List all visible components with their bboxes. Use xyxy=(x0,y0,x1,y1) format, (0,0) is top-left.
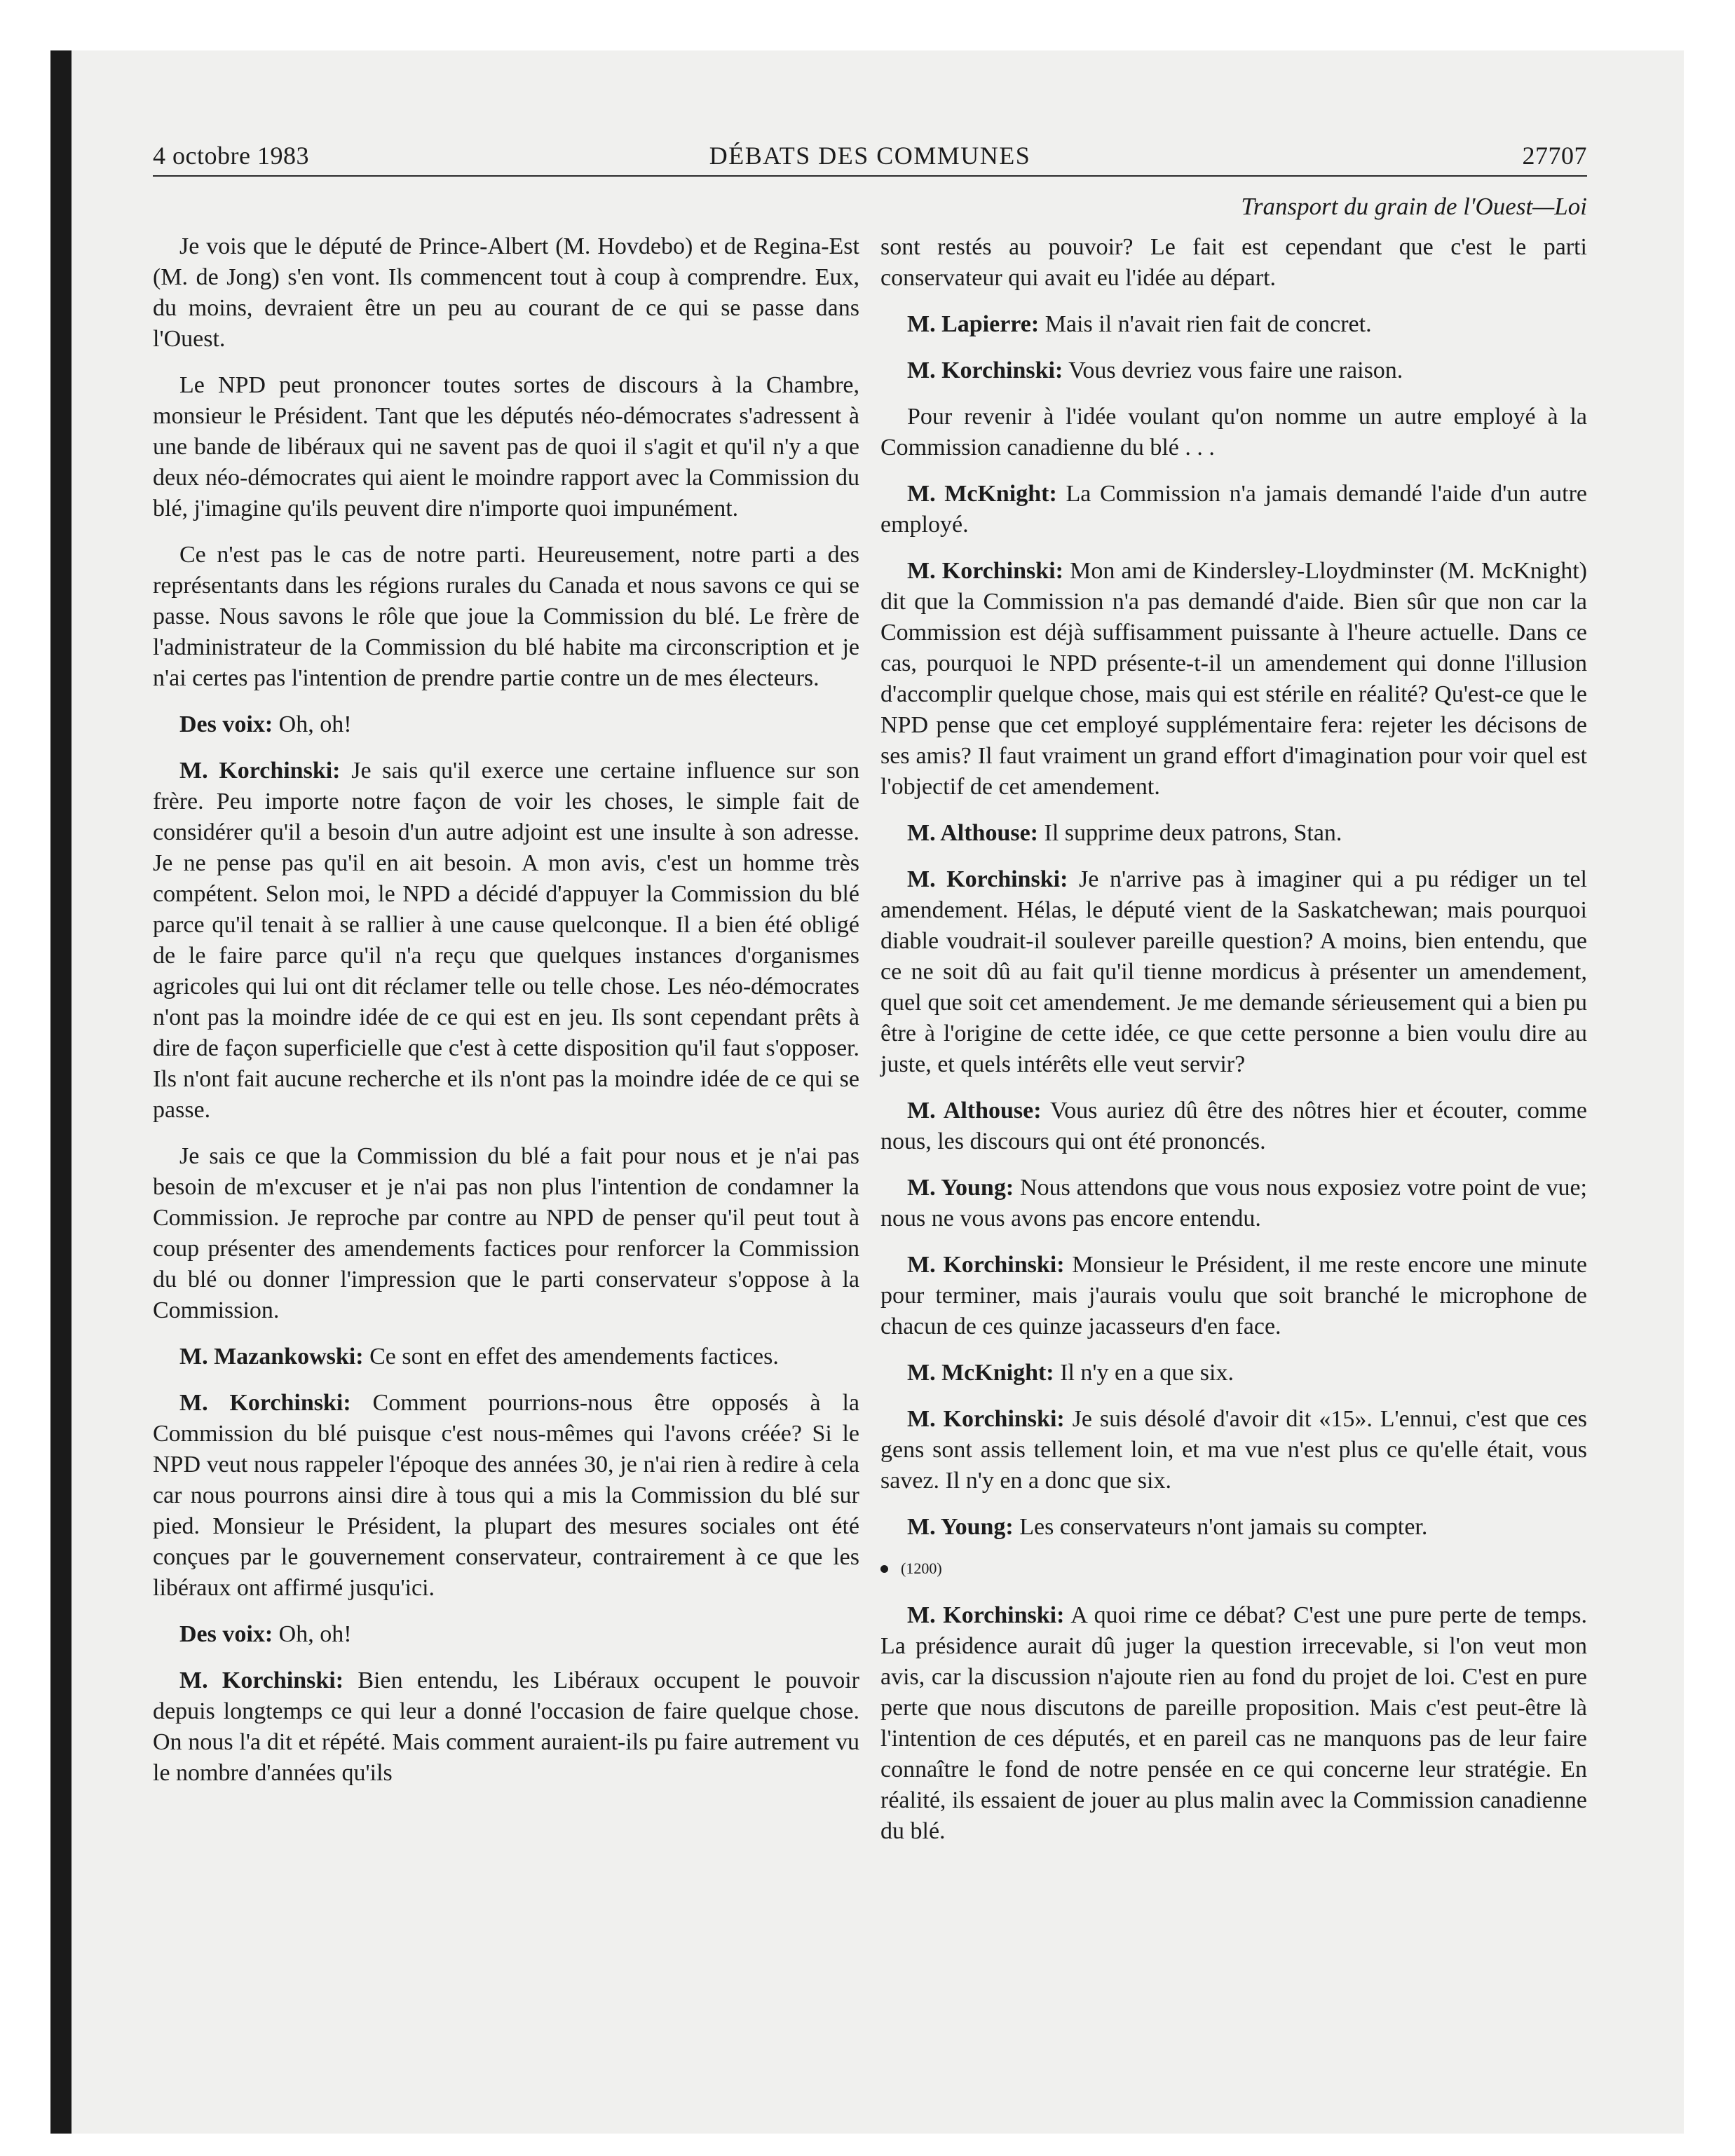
paragraph-text: La Commission n'a jamais demandé l'aide d'un autre employé. xyxy=(880,481,1588,538)
paragraph xyxy=(153,1665,859,1789)
paragraph-text: Les conservateurs n'ont jamais su compter. xyxy=(1019,1514,1428,1540)
paragraph-text: Mon ami de Kindersley-Lloydminster (M. McKnight) dit que la Commission n'a pas demandé d'aide. Bien sûr que non car la Commission est déjà suffisamment puissante à l'heure actuelle. Dans ce cas, pourquoi le NPD présente-t-il un amendement qui donne l'illusion d'accomplir quelque chose, mais qui est stérile en réalité? Qu'est-ce que le NPD pense que cet employé supplémentaire fera: rejeter les décisons de ses amis? Il faut vraiment un grand effort d'imagination pour voir quel est l'objectif de cet amendement. xyxy=(880,558,1588,800)
speaker-name: M. Korchinski: xyxy=(907,1252,1065,1278)
paragraph-text: Bien entendu, les Libéraux occupent le pouvoir depuis longtemps ce qui leur a donné l'occasion de faire quelque chose. On nous l'a dit et répété. Mais comment auraient-ils pu faire autrement vu le nombre d'années qu'ils xyxy=(153,1667,859,1786)
paragraph xyxy=(880,479,1587,540)
paragraph-text: Vous devriez vous faire une raison. xyxy=(1068,357,1403,383)
paragraph-text: Il n'y en a que six. xyxy=(1060,1360,1234,1386)
paragraph xyxy=(153,1342,859,1372)
paragraph xyxy=(153,540,859,694)
speaker-name: M. Korchinski: xyxy=(179,1667,344,1693)
paragraph xyxy=(153,370,859,524)
paragraph xyxy=(153,1388,859,1604)
speaker-name: M. Young: xyxy=(907,1175,1014,1201)
right-column xyxy=(880,232,1587,1862)
speaker-name: Des voix: xyxy=(179,1621,273,1647)
speaker-name: M. Korchinski: xyxy=(907,558,1063,584)
left-column xyxy=(153,231,859,1804)
paragraph xyxy=(880,309,1587,340)
paragraph xyxy=(880,1600,1587,1847)
header-date: 4 octobre 1983 xyxy=(153,142,309,170)
scan-margin-left xyxy=(0,0,50,2156)
speaker-name: M. Korchinski: xyxy=(907,357,1063,383)
scan-binding-edge xyxy=(50,50,72,2134)
scan-margin-bottom xyxy=(50,2134,1684,2156)
running-header xyxy=(153,139,1587,172)
speaker-name: Des voix: xyxy=(179,711,273,737)
scan-margin-top xyxy=(50,0,1684,50)
paragraph-text: Vous auriez dû être des nôtres hier et écouter, comme nous, les discours qui ont été prononcés. xyxy=(880,1098,1587,1154)
paragraph-text: Mais il n'avait rien fait de concret. xyxy=(1045,311,1372,337)
paragraph-text: Ce sont en effet des amendements factices. xyxy=(369,1344,779,1370)
paragraph xyxy=(153,709,859,740)
paragraph-text: Je vois que le député de Prince-Albert (M. Hovdebo) et de Regina-Est (M. de Jong) s'en vont. Ils commencent tout à coup à comprendre. Eux, du moins, devraient être un peu au courant de ce qui se passe dans l'Ouest. xyxy=(153,233,859,352)
header-publication: DÉBATS DES COMMUNES xyxy=(709,142,1031,170)
header-rule xyxy=(153,175,1587,177)
paragraph-text: Monsieur le Président, il me reste encore une minute pour terminer, mais j'aurais voulu que soit branché le microphone de chacun de ces quinze jacasseurs d'en face. xyxy=(880,1252,1588,1339)
paragraph xyxy=(880,402,1587,463)
paragraph-text: Comment pourrions-nous être opposés à la Commission du blé puisque c'est nous-mêmes qui l'avons créée? Si le NPD veut nous rappeler l'époque des années 30, je n'ai rien à redire à cela car nous pourrons ainsi dire à tous qui a mis la Commission du blé sur pied. Monsieur le Président, la plupart des mesures sociales ont été conçues par le gouvernement conservateur, contrairement à ce que les libéraux ont affirmé jusqu'ici. xyxy=(153,1390,859,1601)
paragraph xyxy=(153,231,859,355)
paragraph xyxy=(880,232,1587,294)
paragraph-text: Il supprime deux patrons, Stan. xyxy=(1044,820,1342,846)
speaker-name: M. Althouse: xyxy=(907,1098,1042,1124)
paragraph-text: Oh, oh! xyxy=(278,1621,352,1647)
paragraph xyxy=(880,818,1587,849)
speaker-name: M. Korchinski: xyxy=(179,1390,351,1416)
paragraph xyxy=(880,556,1587,803)
paragraph-text: sont restés au pouvoir? Le fait est cependant que c'est le parti conservateur qui avait eu l'idée au départ. xyxy=(880,234,1587,291)
speaker-name: M. Korchinski: xyxy=(907,1406,1065,1432)
speaker-name: M. Young: xyxy=(907,1514,1014,1540)
speaker-name: M. Korchinski: xyxy=(179,758,341,784)
paragraph-text: A quoi rime ce débat? C'est une pure perte de temps. La présidence aurait dû juger la question irrecevable, si l'on veut mon avis, car la discussion n'ajoute rien au fond du projet de loi. C'est en pure perte que nous discutons de pareille proposition. Mais c'est peut-être là l'intention de ces députés, et en pareil cas ne manquons pas de leur faire connaître le fond de notre pensée en ce qui concerne leur stratégie. En réalité, ils essaient de jouer au plus malin avec la Commission canadienne du blé. xyxy=(880,1602,1588,1844)
speaker-name: M. Mazankowski: xyxy=(179,1344,364,1370)
paragraph xyxy=(880,1250,1587,1342)
paragraph-text: Je sais qu'il exerce une certaine influence sur son frère. Peu importe notre façon de voir les choses, le simple fait de considérer qu'il a besoin d'un autre adjoint est une insulte à son adresse. Je ne pense pas qu'il en ait besoin. A mon avis, c'est un homme très compétent. Selon moi, le NPD a décidé d'appuyer la Commission du blé parce qu'il tenait à se rallier à une cause quelconque. Il a bien été obligé de le faire parce qu'il n'a reçu que quelques instances d'organismes agricoles qui lui ont dit réclamer telle ou telle chose. Les néo-démocrates n'ont pas la moindre idée de ce qui est en jeu. Ils sont cependant prêts à dire de façon superficielle que c'est à cette disposition qu'il faut s'opposer. Ils n'ont fait aucune recherche et ils n'ont pas la moindre idée de ce qui se passe. xyxy=(153,758,860,1123)
bullet-icon xyxy=(880,1565,888,1573)
paragraph-text: Je sais ce que la Commission du blé a fait pour nous et je n'ai pas besoin de m'excuser et je n'ai pas non plus l'intention de condamner la Commission. Je reproche par contre au NPD de penser qu'il peut tout à coup présenter des amendements factices pour renforcer la Commission du blé ou donner l'impression que le parti conservateur s'oppose à la Commission. xyxy=(153,1143,859,1323)
speaker-name: M. Korchinski: xyxy=(907,1602,1065,1628)
paragraph-text: Pour revenir à l'idée voulant qu'on nomme un autre employé à la Commission canadienne du blé . . . xyxy=(880,404,1587,460)
paragraph xyxy=(153,756,859,1126)
paragraph xyxy=(880,1512,1587,1543)
time-marker-label: (1200) xyxy=(901,1560,942,1577)
paragraph xyxy=(880,1358,1587,1389)
speaker-name: M. Lapierre: xyxy=(907,311,1040,337)
paragraph-text: Je n'arrive pas à imaginer qui a pu rédiger un tel amendement. Hélas, le député vient de la Saskatchewan; mais pourquoi diable voudrait-il soulever pareille question? A moins, bien entendu, que ce ne soit dû au fait qu'il tienne mordicus à présenter un amendement, quel que soit cet amendement. Je me demande sérieusement qui a bien pu être à l'origine de cette idée, ce que cette personne a bien voulu dire au juste, et quels intérêts elle veut servir? xyxy=(880,866,1587,1077)
paragraph-text: Le NPD peut prononcer toutes sortes de discours à la Chambre, monsieur le Président. Tant que les députés néo-démocrates s'adressent à une bande de libéraux qui ne savent pas de quoi il s'agit et qu'il n'y a que deux néo-démocrates qui aient le moindre rapport avec la Commission du blé, j'imagine qu'ils peuvent dire n'importe quoi impunément. xyxy=(153,372,859,521)
speaker-name: M. Althouse: xyxy=(907,820,1038,846)
paragraph-text: Nous attendons que vous nous exposiez votre point de vue; nous ne vous avons pas encore entendu. xyxy=(880,1175,1587,1231)
speaker-name: M. McKnight: xyxy=(907,481,1057,507)
paragraph xyxy=(880,864,1587,1080)
paragraph xyxy=(880,1173,1587,1234)
speaker-name: M. McKnight: xyxy=(907,1360,1054,1386)
time-marker xyxy=(880,1558,1587,1579)
paragraph xyxy=(153,1619,859,1650)
paragraph-text: Oh, oh! xyxy=(278,711,352,737)
paragraph xyxy=(880,1404,1587,1496)
paragraph-text: Je suis désolé d'avoir dit «15». L'ennui, c'est que ces gens sont assis tellement loin, et ma vue n'est plus ce qu'elle était, vous savez. Il n'y en a donc que six. xyxy=(880,1406,1588,1494)
section-subheading: Transport du grain de l'Ouest—Loi xyxy=(1241,193,1587,220)
speaker-name: M. Korchinski: xyxy=(907,866,1068,892)
paragraph xyxy=(153,1141,859,1326)
paragraph-text: Ce n'est pas le cas de notre parti. Heureusement, notre parti a des représentants dans les régions rurales du Canada et nous savons ce qui se passe. Nous savons le rôle que joue la Commission du blé. Le frère de l'administrateur de la Commission du blé habite ma circonscription et je n'ai certes pas l'intention de prendre partie contre un de mes électeurs. xyxy=(153,542,859,691)
paragraph xyxy=(880,1096,1587,1157)
paragraph xyxy=(880,355,1587,386)
header-page-number: 27707 xyxy=(1522,142,1587,170)
scan-margin-right xyxy=(1684,0,1735,2156)
